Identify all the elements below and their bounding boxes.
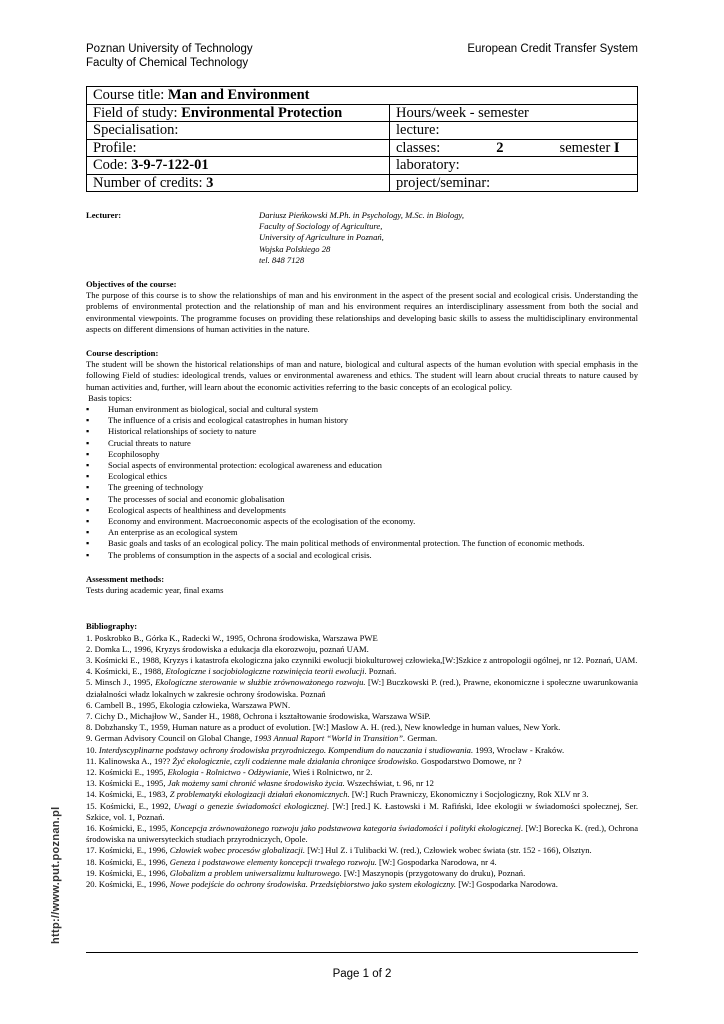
bibliography-text: 9. German Advisory Council on Global Change, [86,733,255,744]
lecturer-line: Faculty of Sociology of Agriculture, [259,221,383,232]
bibliography-text: 4. Kośmicki, E., 1988, [86,666,166,677]
bibliography-item [86,845,638,856]
course-title-cell: Course title: Man and Environment [87,87,638,105]
bibliography-title: Jak możemy sami chronić własne środowisko życia. [167,778,345,789]
bibliography-title: Interdyscyplinarne podstawy ochrony środowiska przyrodniczego. Kompendium do nauczania i studiowania. [98,744,474,755]
code-cell: Code: 3-9-7-122-01 [87,157,390,175]
bibliography-text: [W:] Ruch Prawniczy, Ekonomiczny i Socjologiczny, Rok XLV nr 3. [349,789,589,800]
bibliography-item [86,778,638,789]
credits-cell: Number of credits: 3 [87,174,390,192]
topic-item: ▪ An enterprise as an ecological system [86,527,638,538]
bibliography-item [86,868,638,879]
classes-cell: classes: 2 semester I [390,139,638,157]
site-url: http://www.put.poznan.pl [50,806,62,944]
bibliography-text: 13. Kośmicki E., 1995, [86,778,168,789]
assessment-section [86,574,638,596]
bibliography-text: 12. Kośmicki E., 1995, [86,766,168,777]
lecturer-line: tel. 848 7128 [259,254,305,265]
assessment-text: Tests during academic year, final exams [86,585,224,596]
bibliography-text: 1993, Wrocław - Kraków. [473,744,565,755]
bibliography-text: 17. Kośmicki, E., 1996, [86,845,170,856]
bibliography-text: Wszechświat, t. 96, nr 12 [344,778,434,789]
lecturer-details [259,210,464,266]
bibliography-item [86,767,638,778]
bibliography-text: [W:] Maszynopis (przygotowany do druku), Poznań. [341,867,526,878]
bibliography-item [86,756,638,767]
bibliography-title: 1993 Annual Raport “World in Transition”. [254,733,406,744]
topic-item: ▪ Crucial threats to nature [86,438,638,449]
bibliography-text: . Poznań. [364,666,397,677]
faculty-name: Faculty of Chemical Technology [86,57,249,69]
objectives-section [86,279,638,335]
bibliography-item [86,633,638,644]
objectives-text: The purpose of this course is to show the relationships of man and his environment in the aspect of the present social and ecological crisis. Understanding the problems of environmental protection and the relationship of man and his environment requires an interdisciplinary assessment from both the social and environmental viewpoints. The programme focuses on providing these relationships and developing basic skills to assess the multidisciplinary environmental aspects on different dimensions of human activities in the nature. [86,290,638,334]
bibliography-text: [W:] Gospodarka Narodowa, nr 4. [376,856,497,867]
field-of-study-cell: Field of study: Environmental Protection [87,104,390,122]
topic-item: ▪ The processes of social and economic globalisation [86,494,638,505]
topic-item: ▪ Historical relationships of society to nature [86,426,638,437]
bibliography-title: Nowe podejście do ochrony środowiska. Przedsiębiorstwo jako system ekologiczny. [169,878,457,889]
description-section [86,348,638,561]
bibliography-text: 15. Kośmicki, E., 1992, [86,800,174,811]
bibliography-text: 19. Kośmicki, E., 1996, [86,867,170,878]
bibliography-item [86,644,638,655]
topic-item: ▪ Social aspects of environmental protection: ecological awareness and education [86,460,638,471]
topic-item: ▪ The greening of technology [86,482,638,493]
bibliography-item [86,789,638,800]
lecturer-line: University of Agriculture in Poznań, [259,232,384,243]
topic-item: ▪ Basic goals and tasks of an ecological policy. The main political methods of environmental protection. The function of economic methods. [86,538,638,549]
header-system: European Credit Transfer System [467,43,638,55]
bibliography-item [86,655,638,666]
bibliography-item [86,733,638,744]
bibliography-item [86,722,638,733]
bibliography-text: [W:] Buczkowski P. (red.), Prawne, ekonomiczne i społeczne uwarunkowania działalności władz lokalnych w zakresie ochrony środowiska. Poznań [86,677,638,699]
topics-list [86,404,638,561]
bibliography-text: 3. Kośmicki E., 1988, Kryzys i katastrofa ekologiczna jako czynniki ewolucji biokulturowej człowieka,[W:]Szkice z antropologii ogólnej, nr 12. Poznań, UAM. [86,654,638,665]
footer-divider [86,952,638,953]
bibliography-text: Gospodarstwo Domowe, nr ? [418,755,522,766]
bibliography-item [86,666,638,677]
bibliography-text: 10. [86,744,99,755]
bibliography-text: 11. Kalinowska A., 19?? [86,755,173,766]
objectives-heading: Objectives of the course: [86,279,177,290]
topic-item: ▪ Ecophilosophy [86,449,638,460]
bibliography-text: 2. Domka L., 1996, Kryzys środowiska a edukacja dla ekorozwoju, poznań UAM. [86,643,369,654]
bibliography-item [86,857,638,868]
bibliography-text: 8. Dobzhansky T., 1959, Human nature as a product of evolution. [W:] Maslow A. H. (red.), New knowledge in human values, New York. [86,722,561,733]
bibliography-text: German. [405,733,438,744]
bibliography-text: [W:] [red.] K. Łastowski i M. Rafiński, Idee ekologii w świadomości społecznej, Ser. Szkice, vol. 1, Poznań. [86,800,638,822]
bibliography-title: Globalizm a problem uniwersalizmu kulturowego. [169,867,342,878]
bibliography-item [86,879,638,890]
bibliography-text: [W:] Gospodarka Narodowa. [456,878,558,889]
page-number: Page 1 of 2 [332,968,392,980]
bibliography-section [86,621,638,890]
assessment-heading: Assessment methods: [86,573,165,584]
bibliography-text: 14. Kośmicki, E., 1983, [86,789,170,800]
bibliography-title: Ekologiczne sterowanie w służbie zrównoważonego rozwoju. [155,677,366,688]
description-text: The student will be shown the historical relationships of man and nature, biological and cultural aspects of the human evolution with special emphasis in the following Field of studies: ideological trends, values or environmental awareness and ethics. The student will learn about crucial threats to nature caused by human activities and, further, will learn about the economic activities referring to the basic concepts of an ecological policy. [86,359,638,392]
bibliography-text: 16. Kośmicki, E., 1995, [86,822,171,833]
bibliography-title: Koncepcja zrównoważonego rozwoju jako podstawowa kategoria świadomości i polityki ekologicznej. [170,822,524,833]
laboratory-cell: laboratory: [390,157,638,175]
bibliography-text: 1. Poskrobko B., Górka K., Radecki W., 1995, Ochrona środowiska, Warszawa PWE [86,632,378,643]
topic-item: ▪ Ecological ethics [86,471,638,482]
bibliography-title: Geneza i podstawowe elementy koncepcji trwałego rozwoju. [169,856,377,867]
topic-item: ▪ The influence of a crisis and ecological catastrophes in human history [86,415,638,426]
lecturer-line: Dariusz Pieńkowski M.Ph. in Psychology, M.Sc. in Biology, [259,210,465,220]
bibliography-text: [W:] Hul Z. i Tulibacki W. (red.), Człowiek wobec świata (str. 152 - 166), Olsztyn. [305,845,592,856]
bibliography-text: 6. Cambell B., 1995, Ekologia człowieka, Warszawa PWN. [86,699,291,710]
course-info-table [86,86,638,192]
lecturer-line: Wojska Polskiego 28 [259,243,331,254]
topic-item: ▪ Economy and environment. Macroeconomic aspects of the ecologisation of the economy. [86,516,638,527]
topic-item: ▪ Human environment as biological, social and cultural system [86,404,638,415]
bibliography-item [86,677,638,699]
bibliography-title: Żyć ekologicznie, czyli codzienne małe działania chroniące środowisko. [172,755,419,766]
bibliography-item [86,823,638,845]
bibliography-title: Uwagi o genezie świadomości ekologicznej. [173,800,330,811]
bibliography-text: Wieś i Rolnictwo, nr 2. [290,766,373,777]
specialisation-cell: Specialisation: [87,122,390,140]
bibliography-item [86,801,638,823]
bibliography-text: 20. Kośmicki, E., 1996, [86,878,170,889]
bibliography-list [86,633,638,891]
lecturer-block [86,210,638,266]
project-cell: project/seminar: [390,174,638,192]
bibliography-item [86,711,638,722]
bibliography-title: Etologiczne i socjobiologiczne rozwinięcia teorii ewolucji [165,666,365,677]
university-name: Poznan University of Technology [86,43,253,55]
topic-item: ▪ The problems of consumption in the aspects of a social and ecological crisis. [86,550,638,561]
document-body [86,210,638,890]
bibliography-title: Z problematyki ekologizacji działań ekonomicznych. [169,789,350,800]
header-left [86,42,253,70]
bibliography-heading: Bibliography: [86,621,138,632]
description-heading: Course description: [86,348,159,359]
bibliography-text: 18. Kośmicki, E., 1996, [86,856,170,867]
profile-cell: Profile: [87,139,390,157]
bibliography-item [86,745,638,756]
bibliography-title: Człowiek wobec procesów globalizacji. [169,845,306,856]
bibliography-text: 7. Cichy D., Michajłow W., Sander H., 1988, Ochrona i kształtowanie środowiska, Warszawa WSiP. [86,710,431,721]
bibliography-title: Ekologia - Rolnictwo - Odżywianie, [167,766,291,777]
bibliography-text: 5. Minsch J., 1995, [86,677,156,688]
lecture-cell: lecture: [390,122,638,140]
hours-cell: Hours/week - semester [390,104,638,122]
topics-label: Basis topics: [86,392,132,403]
topic-item: ▪ Ecological aspects of healthiness and developments [86,505,638,516]
bibliography-text: [W:] Borecka K. (red.), Ochrona środowiska na uniwersyteckich studiach przyrodniczych, Opole. [86,822,639,845]
lecturer-label: Lecturer: [86,210,122,220]
bibliography-item [86,700,638,711]
